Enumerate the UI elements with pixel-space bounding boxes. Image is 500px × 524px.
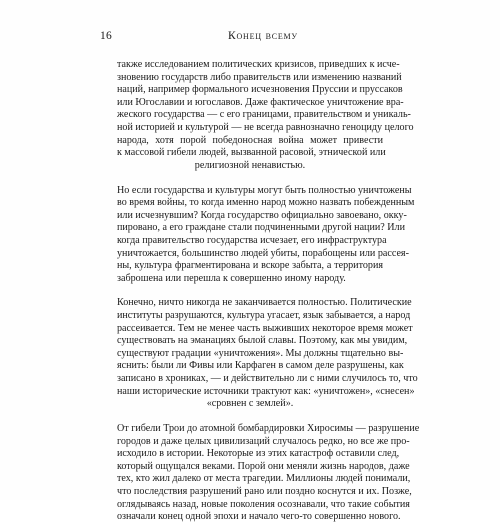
paragraph-gap [117, 172, 383, 184]
body-text [117, 59, 420, 524]
text-line: народа, хотя порой победоносная война может привести [117, 134, 383, 146]
text-line: когда правительство государства исчезает, его инфраструктура [117, 234, 387, 246]
text-line: к массовой гибели людей, вызванной расовой, этнической или [117, 147, 386, 159]
text-line: городов и даже целых цивилизаций случалось редко, но все же про- [117, 435, 410, 447]
text-line: означали конец одной эпохи и начало чего-то совершенно нового. [117, 511, 401, 523]
text-line: От гибели Трои до атомной бомбардировки Хиросимы — разрушение [117, 423, 420, 434]
text-line: существуют градации «уничтожения». Мы должны тщательно вы- [117, 347, 404, 359]
page-header [100, 29, 400, 43]
text-line: оглядываясь назад, новые поколения осознавали, что такие события [117, 498, 410, 510]
running-title: Конец всему [228, 30, 298, 42]
text-line: также исследованием политических кризисов, приведших к исче- [117, 59, 400, 70]
text-line: или Югославии и югославов. Даже фактическое уничтожение вра- [117, 96, 404, 108]
paragraph-gap [117, 285, 383, 297]
text-line: ной историей и культурой — не всегда равнозначно геноциду целого [117, 121, 414, 133]
text-line: исходило в истории. Некоторые из этих катастроф оставили след, [117, 448, 400, 460]
text-line: институты разрушаются, культура угасает, язык забывается, а народ [117, 310, 411, 322]
text-line: или исчезнувшим? Когда государство официально завоевано, окку- [117, 209, 407, 221]
paragraph-2 [117, 184, 415, 286]
text-line: заброшена или перешла к совершенно иному народу. [117, 272, 346, 284]
text-line: пировано, а его граждане стали подчиненными другой нации? Или [117, 222, 405, 234]
text-line: жеского государства — с его границами, правительством и уникаль- [117, 109, 411, 121]
paragraph-3 [117, 297, 418, 410]
text-line: яснить: были ли Фивы или Карфаген в самом деле разрушены, как [117, 360, 404, 372]
text-line: наций, например формального исчезновения Пруссии и пруссаков [117, 84, 403, 96]
text-line: ны, культура фрагментирована и вскоре забыта, а территория [117, 260, 383, 272]
text-line: рассеивается. Тем не менее часть выживших некоторое время может [117, 322, 413, 334]
text-line: существовать на эманациях былой славы. Поэтому, как мы увидим, [117, 335, 408, 347]
text-line: Конечно, ничто никогда не заканчивается полностью. Политические [117, 297, 412, 309]
text-line: записано в хрониках, — и действительно ли с ними случилось то, что [117, 373, 418, 385]
paragraph-1 [117, 59, 414, 172]
text-line: Но если государства и культуры могут быть полностью уничтожены [117, 184, 412, 196]
paragraph-4 [117, 423, 420, 524]
text-line: «сровнен с землей». [206, 398, 294, 410]
text-line: зновению государств либо правительств или изменению названий [117, 71, 402, 83]
text-line: уничтожается, большинство людей убиты, порабощены или рассея- [117, 247, 409, 259]
text-line: наши исторические источники трактуют как: «уничтожен», «снесен» [117, 385, 415, 397]
text-line: что последствия разрушений рано или поздно коснутся и их. Позже, [117, 485, 412, 497]
text-line: религиозной ненавистью. [194, 159, 306, 171]
text-line: который ощущался веками. Порой они меняли жизнь народов, даже [117, 460, 410, 472]
page-number: 16 [100, 30, 112, 42]
paragraph-gap [117, 411, 383, 423]
text-line: тех, кто жил далеко от места трагедии. Миллионы людей понимали, [117, 473, 411, 485]
text-line: во время войны, то когда именно народ можно назвать побежденным [117, 197, 415, 209]
